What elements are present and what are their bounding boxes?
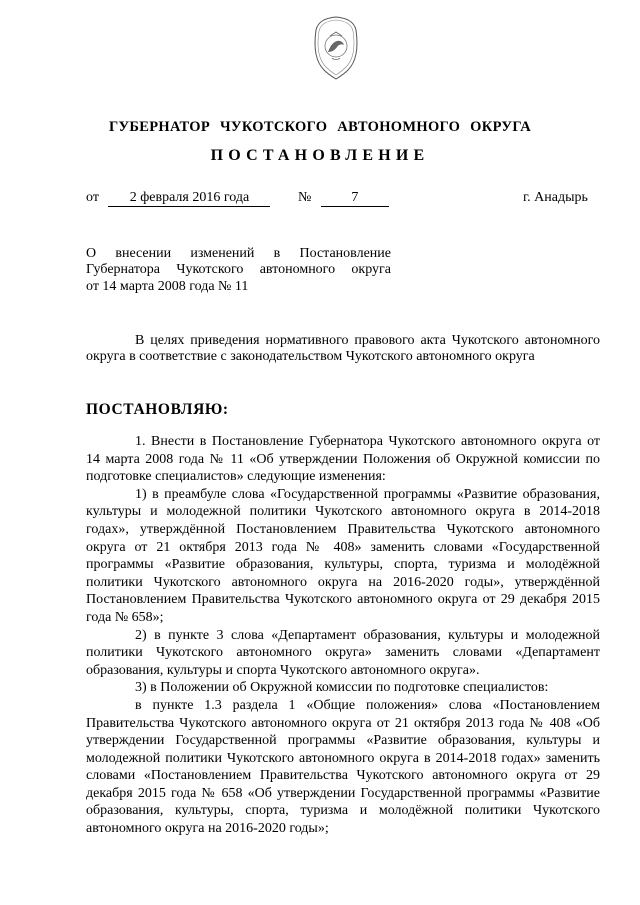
subject-line: О внесении изменений в Постановление — [86, 246, 391, 261]
document-type-title: ПОСТАНОВЛЕНИЕ — [210, 147, 430, 164]
governor-title: ГУБЕРНАТОР ЧУКОТСКОГО АВТОНОМНОГО ОКРУГА — [108, 119, 532, 135]
preamble-paragraph: В целях приведения нормативного правового акта Чукотского автономного округа в соответствие с законодательством Чукотского автономного округа — [86, 333, 600, 365]
number-sign: № — [298, 190, 312, 205]
subject-line: Губернатора Чукотского автономного округа — [86, 262, 391, 278]
document-number: 7 — [321, 190, 389, 207]
document-date: 2 февраля 2016 года — [108, 190, 270, 207]
resolve-heading: ПОСТАНОВЛЯЮ: — [86, 401, 229, 418]
date-prefix: от — [86, 190, 99, 205]
body-paragraph: 2) в пункте 3 слова «Департамент образования, культуры и молодежной политики Чукотского автономного округа» заменить словами «Департамент образования, культуры и спорта Чукотского автономного округа». — [86, 627, 600, 678]
body-paragraph: 1. Внести в Постановление Губернатора Чукотского автономного округа от 14 марта 2008 года № 11 «Об утверждении Положения об Окружной комиссии по подготовке специалистов» следующие изменения: — [86, 434, 600, 485]
document-body — [86, 433, 600, 838]
body-paragraph: 1) в преамбуле слова «Государственной программы «Развитие образования, культуры и молодежной политики Чукотского автономного округа в 2014-2018 годах», утверждённой Постановлением Правительства Чукотского автономного округа от 21 октября 2013 года № 408» заменить словами «Государственной программы «Развитие образования, культуры, спорта, туризма и молодёжной политики Чукотского автономного округа на 2016-2020 годы», утверждённой Постановлением Правительства Чукотского автономного округа от 29 декабря 2015 года № 658»; — [86, 486, 600, 625]
number-block — [298, 189, 389, 207]
coat-of-arms-emblem — [306, 14, 366, 82]
document-subject — [86, 246, 391, 295]
date-block — [86, 189, 270, 207]
body-paragraph: в пункте 1.3 раздела 1 «Общие положения» слова «Постановлением Правительства Чукотского автономного округа от 21 октября 2013 года № 408 «Об утверждении Государственной программы «Развитие образования, культуры и молодежной политики Чукотского автономного округа в 2014-2018 годах» заменить словами «Постановлением Правительства Чукотского автономного округа от 29 декабря 2015 года № 658 «Об утверждении Государственной программы «Развитие образования, культуры, спорта, туризма и молодёжной политики Чукотского автономного округа на 2016-2020 годы»; — [86, 697, 600, 837]
body-paragraph: 3) в Положении об Окружной комиссии по подготовке специалистов: — [135, 680, 549, 696]
subject-line: от 14 марта 2008 года № 11 — [86, 278, 249, 294]
city: г. Анадырь — [523, 190, 588, 205]
